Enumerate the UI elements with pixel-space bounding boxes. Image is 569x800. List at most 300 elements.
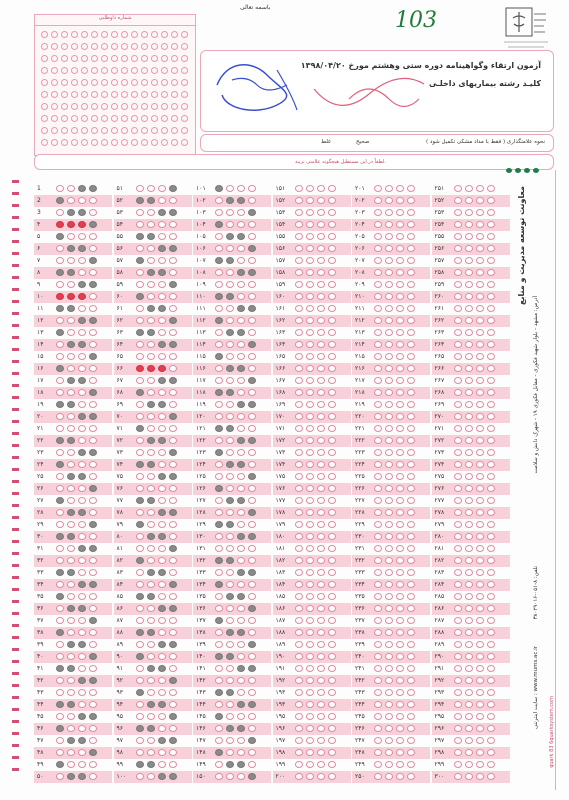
- answer-bubble[interactable]: [317, 521, 325, 528]
- answer-bubble[interactable]: [476, 413, 484, 420]
- answer-bubble[interactable]: [78, 329, 86, 336]
- answer-bubble[interactable]: [248, 749, 256, 756]
- answer-bubble[interactable]: [476, 329, 484, 336]
- answer-bubble[interactable]: [454, 317, 462, 324]
- answer-bubble[interactable]: [295, 773, 303, 780]
- answer-bubble[interactable]: [454, 365, 462, 372]
- id-bubble[interactable]: [131, 127, 138, 134]
- answer-bubble[interactable]: [136, 317, 144, 324]
- answer-bubble[interactable]: [215, 701, 223, 708]
- answer-bubble[interactable]: [237, 521, 245, 528]
- id-bubble[interactable]: [141, 103, 148, 110]
- answer-bubble[interactable]: [89, 269, 97, 276]
- answer-bubble[interactable]: [317, 749, 325, 756]
- answer-bubble[interactable]: [56, 485, 64, 492]
- answer-bubble[interactable]: [67, 617, 75, 624]
- answer-bubble[interactable]: [78, 257, 86, 264]
- answer-bubble[interactable]: [374, 701, 382, 708]
- answer-bubble[interactable]: [215, 533, 223, 540]
- answer-bubble[interactable]: [385, 389, 393, 396]
- answer-bubble[interactable]: [407, 653, 415, 660]
- answer-bubble[interactable]: [226, 209, 234, 216]
- answer-bubble[interactable]: [306, 305, 314, 312]
- answer-bubble[interactable]: [136, 725, 144, 732]
- answer-bubble[interactable]: [147, 653, 155, 660]
- answer-bubble[interactable]: [317, 377, 325, 384]
- id-bubble[interactable]: [81, 79, 88, 86]
- id-bubble[interactable]: [111, 67, 118, 74]
- answer-bubble[interactable]: [465, 689, 473, 696]
- answer-bubble[interactable]: [385, 257, 393, 264]
- answer-bubble[interactable]: [306, 713, 314, 720]
- id-bubble[interactable]: [171, 31, 178, 38]
- answer-bubble[interactable]: [454, 401, 462, 408]
- answer-bubble[interactable]: [306, 509, 314, 516]
- answer-bubble[interactable]: [396, 545, 404, 552]
- id-bubble[interactable]: [151, 139, 158, 146]
- answer-bubble[interactable]: [487, 377, 495, 384]
- answer-bubble[interactable]: [385, 269, 393, 276]
- answer-bubble[interactable]: [158, 449, 166, 456]
- answer-bubble[interactable]: [317, 437, 325, 444]
- answer-bubble[interactable]: [158, 713, 166, 720]
- answer-bubble[interactable]: [226, 713, 234, 720]
- answer-bubble[interactable]: [317, 569, 325, 576]
- answer-bubble[interactable]: [56, 401, 64, 408]
- answer-bubble[interactable]: [67, 197, 75, 204]
- answer-bubble[interactable]: [317, 701, 325, 708]
- answer-bubble[interactable]: [215, 437, 223, 444]
- id-bubble[interactable]: [121, 43, 128, 50]
- answer-bubble[interactable]: [407, 773, 415, 780]
- answer-bubble[interactable]: [147, 317, 155, 324]
- answer-bubble[interactable]: [56, 593, 64, 600]
- answer-bubble[interactable]: [67, 629, 75, 636]
- answer-bubble[interactable]: [407, 557, 415, 564]
- answer-bubble[interactable]: [158, 509, 166, 516]
- answer-bubble[interactable]: [226, 425, 234, 432]
- answer-bubble[interactable]: [306, 377, 314, 384]
- answer-bubble[interactable]: [454, 569, 462, 576]
- answer-bubble[interactable]: [237, 437, 245, 444]
- answer-bubble[interactable]: [136, 749, 144, 756]
- answer-bubble[interactable]: [454, 545, 462, 552]
- answer-bubble[interactable]: [487, 617, 495, 624]
- answer-bubble[interactable]: [454, 713, 462, 720]
- id-bubble[interactable]: [71, 31, 78, 38]
- answer-bubble[interactable]: [136, 341, 144, 348]
- answer-bubble[interactable]: [248, 293, 256, 300]
- answer-bubble[interactable]: [454, 665, 462, 672]
- answer-bubble[interactable]: [226, 497, 234, 504]
- answer-bubble[interactable]: [396, 557, 404, 564]
- answer-bubble[interactable]: [226, 605, 234, 612]
- answer-bubble[interactable]: [237, 185, 245, 192]
- answer-bubble[interactable]: [317, 545, 325, 552]
- answer-bubble[interactable]: [317, 605, 325, 612]
- answer-bubble[interactable]: [67, 377, 75, 384]
- answer-bubble[interactable]: [226, 245, 234, 252]
- answer-bubble[interactable]: [147, 233, 155, 240]
- answer-bubble[interactable]: [158, 317, 166, 324]
- answer-bubble[interactable]: [158, 197, 166, 204]
- answer-bubble[interactable]: [89, 257, 97, 264]
- answer-bubble[interactable]: [136, 449, 144, 456]
- answer-bubble[interactable]: [465, 473, 473, 480]
- answer-bubble[interactable]: [169, 245, 177, 252]
- answer-bubble[interactable]: [248, 653, 256, 660]
- id-bubble[interactable]: [151, 127, 158, 134]
- answer-bubble[interactable]: [56, 737, 64, 744]
- answer-bubble[interactable]: [169, 305, 177, 312]
- answer-bubble[interactable]: [248, 209, 256, 216]
- answer-bubble[interactable]: [328, 185, 336, 192]
- answer-bubble[interactable]: [407, 461, 415, 468]
- answer-bubble[interactable]: [215, 425, 223, 432]
- answer-bubble[interactable]: [169, 497, 177, 504]
- answer-bubble[interactable]: [237, 593, 245, 600]
- answer-bubble[interactable]: [226, 557, 234, 564]
- answer-bubble[interactable]: [306, 269, 314, 276]
- answer-bubble[interactable]: [226, 401, 234, 408]
- id-bubble[interactable]: [111, 127, 118, 134]
- answer-bubble[interactable]: [465, 485, 473, 492]
- answer-bubble[interactable]: [385, 473, 393, 480]
- answer-bubble[interactable]: [306, 581, 314, 588]
- answer-bubble[interactable]: [158, 473, 166, 480]
- answer-bubble[interactable]: [248, 689, 256, 696]
- answer-bubble[interactable]: [317, 257, 325, 264]
- answer-bubble[interactable]: [248, 425, 256, 432]
- answer-bubble[interactable]: [306, 593, 314, 600]
- answer-bubble[interactable]: [487, 281, 495, 288]
- answer-bubble[interactable]: [396, 689, 404, 696]
- answer-bubble[interactable]: [78, 773, 86, 780]
- answer-bubble[interactable]: [67, 245, 75, 252]
- answer-bubble[interactable]: [396, 269, 404, 276]
- answer-bubble[interactable]: [487, 725, 495, 732]
- answer-bubble[interactable]: [226, 641, 234, 648]
- answer-bubble[interactable]: [215, 269, 223, 276]
- answer-bubble[interactable]: [237, 221, 245, 228]
- answer-bubble[interactable]: [374, 521, 382, 528]
- answer-bubble[interactable]: [295, 341, 303, 348]
- answer-bubble[interactable]: [226, 773, 234, 780]
- answer-bubble[interactable]: [454, 257, 462, 264]
- answer-bubble[interactable]: [317, 677, 325, 684]
- id-bubble[interactable]: [161, 91, 168, 98]
- answer-bubble[interactable]: [487, 665, 495, 672]
- answer-bubble[interactable]: [56, 701, 64, 708]
- answer-bubble[interactable]: [454, 677, 462, 684]
- answer-bubble[interactable]: [226, 521, 234, 528]
- answer-bubble[interactable]: [465, 725, 473, 732]
- answer-bubble[interactable]: [374, 641, 382, 648]
- answer-bubble[interactable]: [295, 221, 303, 228]
- answer-bubble[interactable]: [78, 497, 86, 504]
- id-bubble[interactable]: [161, 79, 168, 86]
- answer-bubble[interactable]: [465, 401, 473, 408]
- answer-bubble[interactable]: [226, 389, 234, 396]
- answer-bubble[interactable]: [476, 221, 484, 228]
- answer-bubble[interactable]: [147, 281, 155, 288]
- answer-bubble[interactable]: [465, 593, 473, 600]
- answer-bubble[interactable]: [226, 569, 234, 576]
- answer-bubble[interactable]: [465, 221, 473, 228]
- answer-bubble[interactable]: [226, 341, 234, 348]
- answer-bubble[interactable]: [56, 557, 64, 564]
- answer-bubble[interactable]: [328, 545, 336, 552]
- answer-bubble[interactable]: [248, 557, 256, 564]
- id-bubble[interactable]: [151, 31, 158, 38]
- answer-bubble[interactable]: [89, 713, 97, 720]
- answer-bubble[interactable]: [374, 533, 382, 540]
- answer-bubble[interactable]: [226, 293, 234, 300]
- answer-bubble[interactable]: [454, 377, 462, 384]
- id-bubble[interactable]: [141, 79, 148, 86]
- answer-bubble[interactable]: [237, 773, 245, 780]
- answer-bubble[interactable]: [306, 317, 314, 324]
- answer-bubble[interactable]: [317, 353, 325, 360]
- answer-bubble[interactable]: [169, 425, 177, 432]
- answer-bubble[interactable]: [169, 593, 177, 600]
- answer-bubble[interactable]: [317, 485, 325, 492]
- id-bubble[interactable]: [121, 55, 128, 62]
- id-bubble[interactable]: [91, 115, 98, 122]
- id-bubble[interactable]: [61, 79, 68, 86]
- answer-bubble[interactable]: [56, 521, 64, 528]
- answer-bubble[interactable]: [317, 245, 325, 252]
- id-bubble[interactable]: [161, 139, 168, 146]
- answer-bubble[interactable]: [248, 545, 256, 552]
- answer-bubble[interactable]: [454, 233, 462, 240]
- answer-bubble[interactable]: [317, 725, 325, 732]
- answer-bubble[interactable]: [237, 641, 245, 648]
- answer-bubble[interactable]: [317, 209, 325, 216]
- answer-bubble[interactable]: [136, 533, 144, 540]
- answer-bubble[interactable]: [67, 473, 75, 480]
- answer-bubble[interactable]: [476, 653, 484, 660]
- answer-bubble[interactable]: [306, 749, 314, 756]
- answer-bubble[interactable]: [295, 521, 303, 528]
- answer-bubble[interactable]: [67, 593, 75, 600]
- answer-bubble[interactable]: [487, 269, 495, 276]
- answer-bubble[interactable]: [396, 305, 404, 312]
- answer-bubble[interactable]: [396, 389, 404, 396]
- answer-bubble[interactable]: [147, 413, 155, 420]
- answer-bubble[interactable]: [169, 413, 177, 420]
- answer-bubble[interactable]: [317, 533, 325, 540]
- answer-bubble[interactable]: [215, 197, 223, 204]
- answer-bubble[interactable]: [169, 353, 177, 360]
- answer-bubble[interactable]: [169, 197, 177, 204]
- answer-bubble[interactable]: [89, 377, 97, 384]
- answer-bubble[interactable]: [89, 473, 97, 480]
- answer-bubble[interactable]: [169, 773, 177, 780]
- answer-bubble[interactable]: [454, 281, 462, 288]
- answer-bubble[interactable]: [56, 545, 64, 552]
- answer-bubble[interactable]: [248, 761, 256, 768]
- answer-bubble[interactable]: [158, 437, 166, 444]
- answer-bubble[interactable]: [158, 461, 166, 468]
- answer-bubble[interactable]: [237, 245, 245, 252]
- answer-bubble[interactable]: [306, 629, 314, 636]
- answer-bubble[interactable]: [56, 257, 64, 264]
- answer-bubble[interactable]: [385, 593, 393, 600]
- answer-bubble[interactable]: [396, 209, 404, 216]
- answer-bubble[interactable]: [237, 485, 245, 492]
- answer-bubble[interactable]: [158, 401, 166, 408]
- answer-bubble[interactable]: [306, 257, 314, 264]
- answer-bubble[interactable]: [465, 557, 473, 564]
- answer-bubble[interactable]: [136, 389, 144, 396]
- answer-bubble[interactable]: [476, 245, 484, 252]
- answer-bubble[interactable]: [237, 365, 245, 372]
- answer-bubble[interactable]: [136, 257, 144, 264]
- answer-bubble[interactable]: [237, 749, 245, 756]
- answer-bubble[interactable]: [67, 521, 75, 528]
- answer-bubble[interactable]: [454, 341, 462, 348]
- answer-bubble[interactable]: [465, 185, 473, 192]
- answer-bubble[interactable]: [248, 413, 256, 420]
- answer-bubble[interactable]: [317, 425, 325, 432]
- answer-bubble[interactable]: [78, 749, 86, 756]
- answer-bubble[interactable]: [317, 401, 325, 408]
- answer-bubble[interactable]: [136, 521, 144, 528]
- answer-bubble[interactable]: [226, 365, 234, 372]
- answer-bubble[interactable]: [465, 749, 473, 756]
- answer-bubble[interactable]: [328, 725, 336, 732]
- answer-bubble[interactable]: [248, 665, 256, 672]
- answer-bubble[interactable]: [407, 365, 415, 372]
- answer-bubble[interactable]: [147, 629, 155, 636]
- answer-bubble[interactable]: [328, 257, 336, 264]
- id-bubble[interactable]: [151, 79, 158, 86]
- answer-bubble[interactable]: [169, 629, 177, 636]
- answer-bubble[interactable]: [237, 413, 245, 420]
- answer-bubble[interactable]: [248, 221, 256, 228]
- answer-bubble[interactable]: [407, 185, 415, 192]
- answer-bubble[interactable]: [237, 293, 245, 300]
- answer-bubble[interactable]: [67, 425, 75, 432]
- id-bubble[interactable]: [71, 127, 78, 134]
- answer-bubble[interactable]: [237, 449, 245, 456]
- answer-bubble[interactable]: [67, 353, 75, 360]
- answer-bubble[interactable]: [317, 233, 325, 240]
- answer-bubble[interactable]: [248, 269, 256, 276]
- answer-bubble[interactable]: [78, 353, 86, 360]
- answer-bubble[interactable]: [215, 317, 223, 324]
- answer-bubble[interactable]: [237, 233, 245, 240]
- answer-bubble[interactable]: [158, 629, 166, 636]
- answer-bubble[interactable]: [67, 665, 75, 672]
- answer-bubble[interactable]: [215, 617, 223, 624]
- answer-bubble[interactable]: [147, 749, 155, 756]
- answer-bubble[interactable]: [454, 293, 462, 300]
- answer-bubble[interactable]: [248, 437, 256, 444]
- answer-bubble[interactable]: [476, 269, 484, 276]
- answer-bubble[interactable]: [407, 245, 415, 252]
- answer-bubble[interactable]: [226, 233, 234, 240]
- answer-bubble[interactable]: [158, 485, 166, 492]
- answer-bubble[interactable]: [136, 701, 144, 708]
- answer-bubble[interactable]: [226, 701, 234, 708]
- answer-bubble[interactable]: [465, 281, 473, 288]
- answer-bubble[interactable]: [215, 521, 223, 528]
- answer-bubble[interactable]: [295, 545, 303, 552]
- answer-bubble[interactable]: [136, 305, 144, 312]
- answer-bubble[interactable]: [89, 353, 97, 360]
- answer-bubble[interactable]: [78, 701, 86, 708]
- answer-bubble[interactable]: [328, 485, 336, 492]
- answer-bubble[interactable]: [158, 581, 166, 588]
- answer-bubble[interactable]: [407, 497, 415, 504]
- answer-bubble[interactable]: [487, 605, 495, 612]
- answer-bubble[interactable]: [396, 737, 404, 744]
- answer-bubble[interactable]: [158, 533, 166, 540]
- answer-bubble[interactable]: [385, 545, 393, 552]
- answer-bubble[interactable]: [237, 353, 245, 360]
- answer-bubble[interactable]: [328, 593, 336, 600]
- answer-bubble[interactable]: [295, 305, 303, 312]
- answer-bubble[interactable]: [306, 329, 314, 336]
- answer-bubble[interactable]: [158, 353, 166, 360]
- answer-bubble[interactable]: [407, 305, 415, 312]
- answer-bubble[interactable]: [169, 317, 177, 324]
- answer-bubble[interactable]: [328, 377, 336, 384]
- id-bubble[interactable]: [131, 55, 138, 62]
- answer-bubble[interactable]: [306, 233, 314, 240]
- answer-bubble[interactable]: [487, 293, 495, 300]
- answer-bubble[interactable]: [396, 569, 404, 576]
- answer-bubble[interactable]: [78, 209, 86, 216]
- answer-bubble[interactable]: [56, 293, 64, 300]
- answer-bubble[interactable]: [248, 701, 256, 708]
- answer-bubble[interactable]: [374, 617, 382, 624]
- answer-bubble[interactable]: [169, 725, 177, 732]
- answer-bubble[interactable]: [226, 377, 234, 384]
- answer-bubble[interactable]: [169, 665, 177, 672]
- answer-bubble[interactable]: [295, 317, 303, 324]
- answer-bubble[interactable]: [136, 377, 144, 384]
- id-bubble[interactable]: [141, 31, 148, 38]
- answer-bubble[interactable]: [147, 557, 155, 564]
- id-bubble[interactable]: [151, 103, 158, 110]
- answer-bubble[interactable]: [78, 689, 86, 696]
- answer-bubble[interactable]: [158, 545, 166, 552]
- answer-bubble[interactable]: [476, 401, 484, 408]
- answer-bubble[interactable]: [56, 305, 64, 312]
- answer-bubble[interactable]: [158, 221, 166, 228]
- id-bubble[interactable]: [51, 103, 58, 110]
- answer-bubble[interactable]: [136, 581, 144, 588]
- answer-bubble[interactable]: [67, 773, 75, 780]
- answer-bubble[interactable]: [306, 197, 314, 204]
- answer-bubble[interactable]: [67, 449, 75, 456]
- id-bubble[interactable]: [51, 139, 58, 146]
- answer-bubble[interactable]: [67, 497, 75, 504]
- answer-bubble[interactable]: [248, 509, 256, 516]
- answer-bubble[interactable]: [136, 545, 144, 552]
- answer-bubble[interactable]: [465, 509, 473, 516]
- id-bubble[interactable]: [51, 91, 58, 98]
- answer-bubble[interactable]: [56, 353, 64, 360]
- answer-bubble[interactable]: [136, 761, 144, 768]
- answer-bubble[interactable]: [487, 209, 495, 216]
- answer-bubble[interactable]: [454, 593, 462, 600]
- id-bubble[interactable]: [81, 43, 88, 50]
- answer-bubble[interactable]: [147, 761, 155, 768]
